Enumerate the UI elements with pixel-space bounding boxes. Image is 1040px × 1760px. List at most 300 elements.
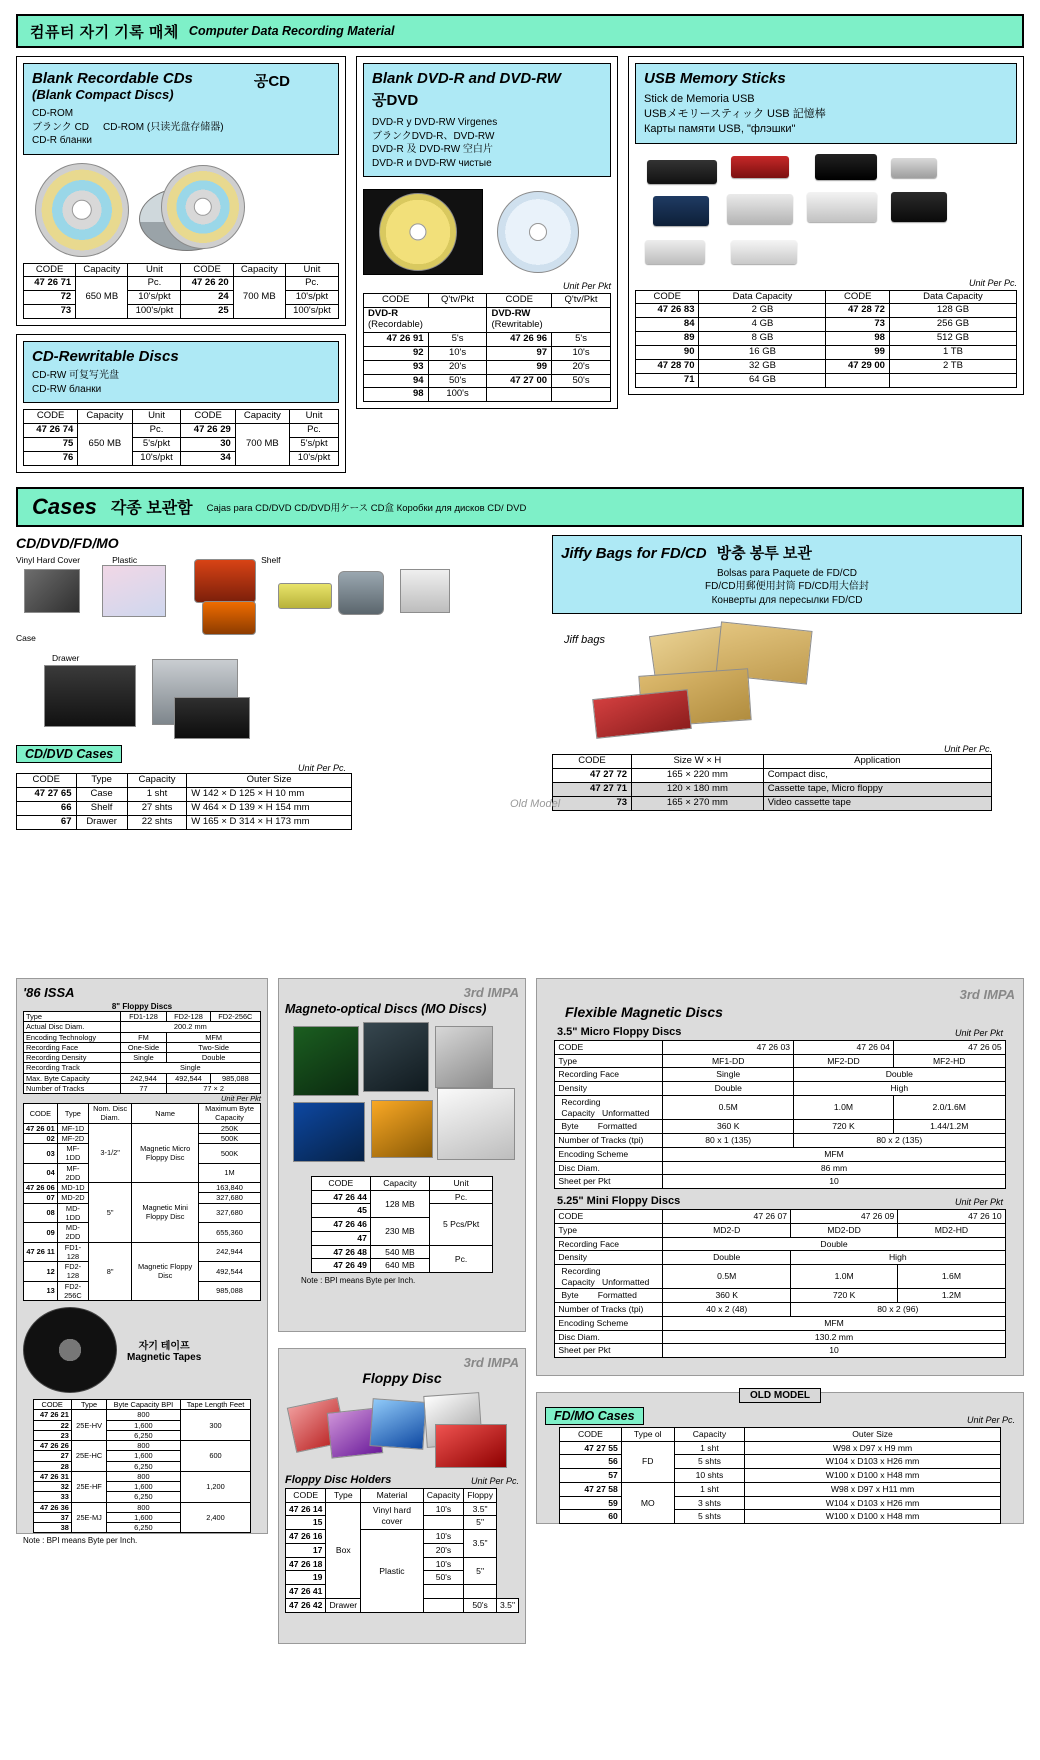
i8-r3c2: Double: [167, 1053, 261, 1063]
rw-r0c4: 700 MB: [235, 424, 289, 466]
it-r0c1: 25E-HV: [71, 1410, 106, 1441]
usb-r0c0: 47 26 83: [636, 304, 699, 318]
fl-r3c3: 20's: [423, 1543, 463, 1557]
fm-r3c2: 1 sht: [674, 1482, 745, 1496]
blank-cd-korean: 공CD: [253, 73, 290, 90]
mo-r2c1: 230 MB: [370, 1218, 429, 1245]
cd-th-3: CODE: [181, 263, 233, 277]
blank-cd-title: Blank Recordable CDs: [32, 70, 193, 87]
fm-r3c3: W98 x D97 x H11 mm: [745, 1482, 1001, 1496]
dvd-r3c2: 47 27 00: [487, 374, 552, 388]
i8-r1c0: Encoding Technology: [24, 1032, 121, 1042]
table-row: [286, 1502, 519, 1516]
mini-unit-note: Unit Per Pkt: [954, 1197, 1003, 1208]
im-r6c0: 08: [24, 1203, 58, 1223]
mn-r1c1: Double: [663, 1237, 1005, 1251]
cd-r2c0: 73: [24, 305, 76, 319]
dvd-th-1: Q'tv/Pkt: [428, 294, 487, 308]
im-r6c4: 327,680: [199, 1203, 261, 1223]
fl-h3: Capacity: [423, 1489, 463, 1503]
table-row: Recording Capacity Unformatted 0.5M 1.0M 1.6M: [555, 1265, 1005, 1289]
mf-r5c0: Number of Tracks (tpi): [555, 1134, 663, 1148]
drawer-photo: [44, 665, 136, 727]
table-row: [555, 1251, 1005, 1265]
im-r4c0: 47 26 06: [24, 1183, 58, 1193]
table-row: [286, 1530, 519, 1544]
mn-r5c2: 80 x 2 (96): [791, 1303, 1006, 1317]
fm-r4c2: 3 shts: [674, 1496, 745, 1510]
usb-table: [635, 290, 1017, 388]
table-row: [24, 438, 339, 452]
table-row: [33, 1410, 251, 1420]
usb-r3c3: 1 TB: [889, 346, 1016, 360]
jf-r0c1: 165 × 220 mm: [632, 769, 764, 783]
dvd-r2c2: 99: [487, 360, 552, 374]
jiffy-header: [552, 535, 1022, 615]
mn-r5c0: Number of Tracks (tpi): [555, 1303, 663, 1317]
dvd-r1c3: 10's: [552, 346, 611, 360]
usb-r0c3: 128 GB: [889, 304, 1016, 318]
table-row: [364, 388, 611, 402]
cd-th-1: Capacity: [76, 263, 128, 277]
dvd-r1c2: 97: [487, 346, 552, 360]
issa-unit-note: Unit Per Pkt: [220, 1094, 261, 1103]
table-row: [555, 1316, 1005, 1330]
floppy-box-photo: [435, 1424, 507, 1468]
i8-r4c0: Recording Track: [24, 1063, 121, 1073]
fl-r6c4: [464, 1585, 497, 1599]
fl-r3c0: 17: [286, 1543, 326, 1557]
i8-h0: Type: [24, 1012, 121, 1022]
micro-unit-note: Unit Per Pkt: [954, 1028, 1003, 1038]
dvd-r0c1: 5's: [428, 332, 487, 346]
mf-r0c1: MF1-DD: [663, 1054, 794, 1068]
micro-floppy-title: 3.5" Micro Floppy Discs: [557, 1026, 682, 1038]
plastic-case-photo: [102, 565, 166, 617]
fl-r2c4: 3.5": [464, 1530, 497, 1557]
table-row: [364, 374, 611, 388]
blank-cd-column: [16, 56, 346, 473]
mf-code-h: CODE: [555, 1041, 663, 1055]
fl-r5c3: 50's: [423, 1571, 463, 1585]
fl-r7c3: 50's: [464, 1598, 497, 1612]
rw-r0c1: 650 MB: [78, 424, 132, 466]
rw-th-5: Unit: [290, 410, 339, 424]
usb-title: USB Memory Sticks: [644, 70, 786, 87]
it-r8c0: 33: [33, 1492, 71, 1502]
mf-r1c2: Double: [794, 1068, 1006, 1082]
dvd-r-disc-photo: [489, 189, 599, 275]
fl-r2c3: 10's: [423, 1530, 463, 1544]
cd-rw-section: [16, 334, 346, 473]
table-row: [24, 1242, 261, 1262]
dvd-r2c1: 20's: [428, 360, 487, 374]
cd-r0c3: 47 26 20: [181, 277, 233, 291]
mo-r5c0: 47 26 49: [311, 1259, 370, 1273]
cases-title-korean: 각종 보관함: [110, 500, 193, 518]
mini-floppy-title: 5.25" Mini Floppy Discs: [557, 1195, 681, 1208]
rw-r2c0: 76: [24, 451, 78, 465]
jiffy-title-korean: 방충 봉투 보관: [716, 544, 812, 562]
cc-th-0: CODE: [17, 773, 77, 787]
dvd-r3c3: 50's: [552, 374, 611, 388]
fm-r2c2: 10 shts: [674, 1469, 745, 1483]
top-section: [0, 0, 1040, 473]
issa-title: '86 ISSA: [23, 985, 75, 1000]
mf-code-3: 47 26 05: [893, 1041, 1005, 1055]
it-r2c2: 6,250: [107, 1430, 180, 1440]
it-r0c2: 800: [107, 1410, 180, 1420]
fl-r7c4: 3.5": [497, 1598, 519, 1612]
mf-code-2: 47 26 04: [794, 1041, 894, 1055]
im-r1c0: 02: [24, 1133, 58, 1143]
table-row: [24, 1022, 261, 1032]
usb-unit-note: Unit Per Pc.: [968, 277, 1017, 288]
i8-r4c1: Single: [120, 1063, 260, 1073]
dvd-r0c2: 47 26 96: [487, 332, 552, 346]
table-row: [636, 360, 1017, 374]
table-row: [24, 1183, 261, 1193]
i8-h3: FD2-256C: [210, 1012, 260, 1022]
i8-r2c0: Recording Face: [24, 1042, 121, 1052]
page-title-band: [16, 14, 1024, 48]
it-h2: Byte Capacity BPI: [107, 1400, 180, 1410]
dvd-unit-note: Unit Per Pkt: [562, 281, 611, 291]
mo-disc-photo: [363, 1022, 429, 1092]
table-row: [24, 305, 339, 319]
jf-r2c1: 165 × 270 mm: [632, 797, 764, 811]
dvd-r3c0: 94: [364, 374, 429, 388]
it-r10c0: 37: [33, 1512, 71, 1522]
jiffy-line-1: Bolsas para Paquete de FD/CD: [716, 567, 858, 579]
dvd-line-3: DVD-R 及 DVD-RW 空白片: [372, 144, 493, 155]
issa-main-table: [23, 1103, 261, 1301]
table-row: [636, 318, 1017, 332]
usb-th-3: Data Capacity: [889, 290, 1016, 304]
i8-r5c2: 492,544: [167, 1073, 210, 1083]
table-row: [311, 1190, 493, 1204]
mf-r1c0: Recording Face: [555, 1068, 663, 1082]
table-row: [636, 332, 1017, 346]
jf-r0c0: 47 27 72: [553, 769, 632, 783]
usb-stick-photo: [731, 240, 797, 264]
it-r11c0: 38: [33, 1523, 71, 1533]
usb-r1c2: 73: [826, 318, 889, 332]
it-r5c2: 6,250: [107, 1461, 180, 1471]
mn-r4c2: 720 K: [791, 1289, 898, 1303]
table-row: [555, 1237, 1005, 1251]
it-r9c2: 800: [107, 1502, 180, 1512]
i8-h2: FD2-128: [167, 1012, 210, 1022]
label-vinyl-hard-cover: Vinyl Hard Cover: [16, 554, 81, 565]
fl-r7c1: Drawer: [326, 1598, 361, 1612]
dvd-title: Blank DVD-R and DVD-RW: [372, 70, 561, 87]
cc-r1c3: W 464 × D 139 × H 154 mm: [187, 801, 352, 815]
it-h3: Tape Length Feet: [180, 1400, 251, 1410]
i8-r1c2: MFM: [167, 1032, 261, 1042]
cd-dvd-fd-mo-block: [16, 535, 536, 830]
i8-h1: FD1-128: [120, 1012, 167, 1022]
table-row: [24, 277, 339, 291]
fm-r0c1: FD: [621, 1441, 674, 1482]
mo-r3c0: 47: [311, 1231, 370, 1245]
cd-spindle-case-photo: [194, 559, 256, 603]
im-r7c0: 09: [24, 1223, 58, 1243]
i8-r5c0: Max. Byte Capacity: [24, 1073, 121, 1083]
mn-r6c1: MFM: [663, 1316, 1005, 1330]
i8-r6c0: Number of Tracks: [24, 1083, 121, 1093]
im-r10c1: FD2-256C: [57, 1281, 88, 1301]
dvd-korean: 공DVD: [372, 92, 419, 109]
fm-r0c3: W98 x D97 x H9 mm: [745, 1441, 1001, 1455]
usb-r4c2: 47 29 00: [826, 360, 889, 374]
usb-images: [635, 148, 1017, 278]
it-r8c2: 6,250: [107, 1492, 180, 1502]
cc-r1c2: 27 shts: [127, 801, 186, 815]
table-row: [17, 801, 352, 815]
table-row: [553, 797, 992, 811]
magnetic-tape-photo: [23, 1307, 117, 1393]
table-row: [24, 1073, 261, 1083]
mn-code-3: 47 26 10: [898, 1210, 1005, 1224]
rw-r2c2: 10's/pkt: [132, 451, 181, 465]
table-row: [555, 1054, 1005, 1068]
im-h0: CODE: [24, 1104, 58, 1124]
fm-h1: Type ol: [621, 1428, 674, 1442]
im-r4c2: 5": [89, 1183, 132, 1243]
cc-r2c0: 67: [17, 815, 77, 829]
usb-stick-photo: [891, 158, 937, 178]
cd-rw-line-2: CD-RW бланки: [32, 383, 102, 395]
table-row: [560, 1482, 1001, 1496]
mf-r6c1: MFM: [663, 1147, 1005, 1161]
page-title-english: Computer Data Recording Material: [188, 24, 395, 38]
dvd-group-right: DVD-RW: [491, 307, 531, 319]
cc-r1c0: 66: [17, 801, 77, 815]
rw-r1c3: 30: [181, 438, 235, 452]
cc-r2c2: 22 shts: [127, 815, 186, 829]
rw-r2c3: 34: [181, 451, 235, 465]
jf-r1c1: 120 × 180 mm: [632, 783, 764, 797]
usb-r2c1: 8 GB: [699, 332, 826, 346]
mo-impa-label: 3rd IMPA: [463, 985, 519, 1000]
rw-r1c0: 75: [24, 438, 78, 452]
table-row: [24, 424, 339, 438]
dvd-th-2: CODE: [487, 294, 552, 308]
it-r2c0: 23: [33, 1430, 71, 1440]
dvd-r4c0: 98: [364, 388, 429, 402]
it-h0: CODE: [33, 1400, 71, 1410]
im-r0c3: Magnetic Micro Floppy Disc: [132, 1123, 199, 1183]
it-r9c0: 47 26 36: [33, 1502, 71, 1512]
fl-r4c0: 47 26 18: [286, 1557, 326, 1571]
mn-r3c1: 0.5M: [663, 1265, 791, 1289]
magnetic-tape-block: [23, 1307, 261, 1393]
it-r7c0: 32: [33, 1482, 71, 1492]
mf-r5c2: 80 x 2 (135): [794, 1134, 1006, 1148]
cd-dvd-fd-mo-title: CD/DVD/FD/MO: [16, 534, 119, 551]
floppy-panel: [278, 1348, 526, 1644]
table-row: [364, 360, 611, 374]
table-row: [17, 787, 352, 801]
im-r7c4: 655,360: [199, 1223, 261, 1243]
rw-r0c3: 47 26 29: [181, 424, 235, 438]
im-h3: Name: [132, 1104, 199, 1124]
shelf-photo: [278, 583, 332, 609]
i8-r0c0: Actual Disc Diam.: [24, 1022, 121, 1032]
table-row: [555, 1303, 1005, 1317]
mo-r2c0: 47 26 46: [311, 1218, 370, 1232]
mn-r0c1: MD2-D: [663, 1223, 791, 1237]
label-drawer: Drawer: [52, 652, 80, 663]
mn-r8c1: 10: [663, 1344, 1005, 1358]
dvd-r2c0: 93: [364, 360, 429, 374]
usb-r5c0: 71: [636, 374, 699, 388]
mn-code-h: CODE: [555, 1210, 663, 1224]
usb-stick-photo: [731, 156, 789, 178]
table-row: [555, 1330, 1005, 1344]
fl-r2c0: 47 26 16: [286, 1530, 326, 1544]
vinyl-case-photo: [24, 569, 80, 613]
it-r11c2: 6,250: [107, 1523, 180, 1533]
table-row: [555, 1344, 1005, 1358]
table-row: [17, 815, 352, 829]
fm-r1c0: 56: [560, 1455, 622, 1469]
blank-cd-subtitle: (Blank Compact Discs): [32, 87, 174, 102]
cases-photo-row-2: [16, 663, 536, 743]
im-r10c0: 13: [24, 1281, 58, 1301]
table-row: [555, 1175, 1005, 1189]
rw-r0c5: Pc.: [290, 424, 339, 438]
fl-r0c0: 47 26 14: [286, 1502, 326, 1516]
cases-photo-row-1: [16, 565, 536, 639]
cc-r2c1: Drawer: [76, 815, 127, 829]
fm-r5c0: 60: [560, 1510, 622, 1524]
cd-r0c4: 700 MB: [233, 277, 285, 319]
usb-r0c2: 47 28 72: [826, 304, 889, 318]
table-row: [24, 1032, 261, 1042]
cases-band: [16, 487, 1024, 527]
cd-r2c5: 100's/pkt: [285, 305, 338, 319]
cd-spindle-photo: [135, 161, 255, 257]
tube-case-photo: [338, 571, 384, 615]
cc-r0c0: 47 27 65: [17, 787, 77, 801]
fl-h2: Material: [361, 1489, 424, 1503]
cc-r0c3: W 142 × D 125 × H 10 mm: [187, 787, 352, 801]
im-r2c4: 500K: [199, 1144, 261, 1164]
it-r9c3: 2,400: [180, 1502, 251, 1533]
usb-r2c0: 89: [636, 332, 699, 346]
mn-r6c0: Encoding Scheme: [555, 1316, 663, 1330]
dvd-th-3: Q'tv/Pkt: [552, 294, 611, 308]
jiffy-unit-note: Unit Per Pc.: [943, 744, 992, 755]
dvd-r0c3: 5's: [552, 332, 611, 346]
it-r6c0: 47 26 31: [33, 1471, 71, 1481]
jf-th-2: Application: [763, 755, 991, 769]
mf-r4c3: 1.44/1.2M: [893, 1120, 1005, 1134]
i8-r5c1: 242,944: [120, 1073, 167, 1083]
cc-th-2: Capacity: [127, 773, 186, 787]
mf-r8c0: Sheet per Pkt: [555, 1175, 663, 1189]
it-r1c0: 22: [33, 1420, 71, 1430]
usb-th-0: CODE: [636, 290, 699, 304]
im-r8c0: 47 26 11: [24, 1242, 58, 1262]
issa-fd8-table: [23, 1011, 261, 1094]
label-case: Case: [16, 632, 36, 643]
cd-r0c0: 47 26 71: [24, 277, 76, 291]
mn-r7c1: 130.2 mm: [663, 1330, 1005, 1344]
mo-disc-photo: [293, 1026, 359, 1096]
fm-r3c1: MO: [621, 1482, 674, 1523]
cd-r1c5: 10's/pkt: [285, 291, 338, 305]
cd-r1c2: 10's/pkt: [128, 291, 181, 305]
cc-r1c1: Shelf: [76, 801, 127, 815]
mf-r1c1: Single: [663, 1068, 794, 1082]
cd-rw-line-1: CD-RW 可复写光盘: [32, 370, 120, 382]
blank-cd-line-2: ブランク CD: [32, 121, 90, 133]
it-r6c1: 25E-HF: [71, 1471, 106, 1502]
mf-r8c1: 10: [663, 1175, 1005, 1189]
it-r7c2: 1,600: [107, 1482, 180, 1492]
flex-title: Flexible Magnetic Discs: [565, 1004, 723, 1020]
fl-r4c3: 10's: [423, 1557, 463, 1571]
fl-r0c1: Box: [326, 1502, 361, 1598]
mf-r0c0: Type: [555, 1054, 663, 1068]
usb-r4c0: 47 28 70: [636, 360, 699, 374]
i8-r2c2: Two-Side: [167, 1042, 261, 1052]
rw-th-4: Capacity: [235, 410, 289, 424]
cd-dvd-cases-title: CD/DVD Cases: [16, 745, 122, 763]
usb-stick-photo: [815, 154, 877, 180]
floppy-table: [285, 1488, 519, 1613]
usb-r1c1: 4 GB: [699, 318, 826, 332]
mf-r2c0: Density: [555, 1082, 663, 1096]
dvd-r4c3: [552, 388, 611, 402]
im-r0c0: 47 26 01: [24, 1123, 58, 1133]
fd-mo-old-model-badge: OLD MODEL: [739, 1388, 821, 1403]
mo-disc-photo: [435, 1026, 493, 1088]
mf-r3c2: 1.0M: [794, 1095, 894, 1119]
blank-cd-table: [23, 263, 339, 320]
im-r4c4: 163,840: [199, 1183, 261, 1193]
im-r1c4: 500K: [199, 1133, 261, 1143]
mf-r7c1: 86 mm: [663, 1161, 1005, 1175]
mo-disc-photo: [293, 1102, 365, 1162]
mo-r0c0: 47 26 44: [311, 1190, 370, 1204]
fm-h3: Outer Size: [745, 1428, 1001, 1442]
dvd-group-left: DVD-R: [368, 307, 399, 319]
table-row: [24, 291, 339, 305]
fl-h0: CODE: [286, 1489, 326, 1503]
mo-r0c1: 128 MB: [370, 1190, 429, 1217]
it-r0c3: 300: [180, 1410, 251, 1441]
mn-r1c0: Recording Face: [555, 1237, 663, 1251]
fl-r0c4: 3.5": [464, 1502, 497, 1516]
dvd-r3c1: 50's: [428, 374, 487, 388]
it-r4c2: 1,600: [107, 1451, 180, 1461]
table-row: [555, 1161, 1005, 1175]
mf-r2c1: Double: [663, 1082, 794, 1096]
floppy-unit-note: Unit Per Pc.: [470, 1476, 519, 1486]
dvd-header: [363, 63, 611, 177]
it-r3c3: 600: [180, 1441, 251, 1472]
table-row: [555, 1223, 1005, 1237]
usb-column: [628, 56, 1024, 473]
im-r3c0: 04: [24, 1163, 58, 1183]
table-row: [636, 304, 1017, 318]
mo-note: Note : BPI means Byte per Inch.: [301, 1276, 416, 1286]
table-row: [33, 1502, 251, 1512]
